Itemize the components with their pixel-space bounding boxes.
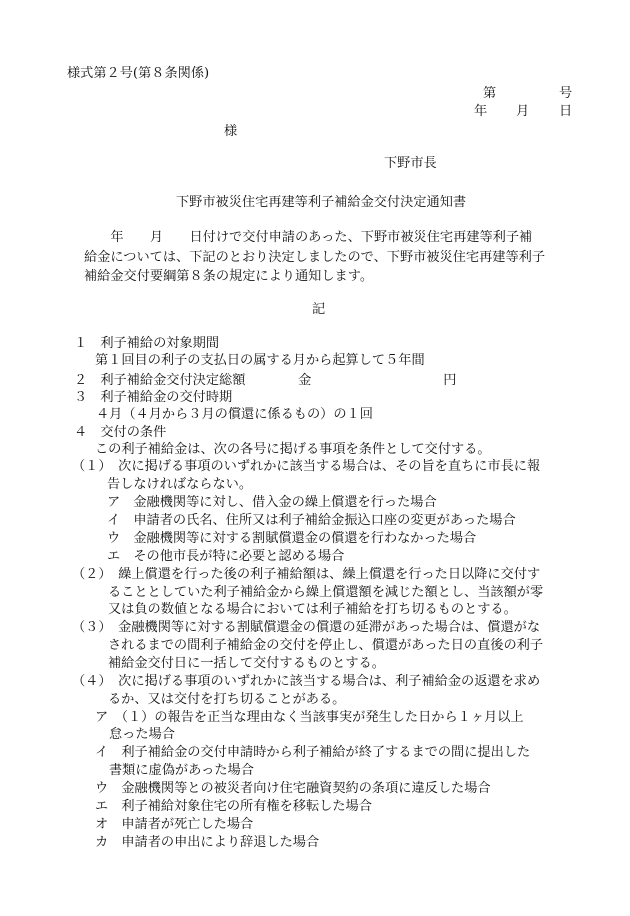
document-title: 下野市被災住宅再建等利子補給金交付決定通知書 xyxy=(176,195,467,210)
condition-line: （４） 次に掲げる事項のいずれかに該当する場合は、利子補給金の返還を求め xyxy=(72,674,541,689)
condition-line: イ 申請者の氏名、住所又は利子補給金振込口座の変更があった場合 xyxy=(107,513,516,528)
issuer: 下野市長 xyxy=(384,156,437,171)
condition-line: ウ 金融機関等との被災者向け住宅融資契約の条項に違反した場合 xyxy=(95,781,491,796)
condition-line: （３） 金融機関等に対する割賦償還金の償還の延滞があった場合は、償還がな xyxy=(72,620,541,635)
condition-line: ウ 金融機関等に対する割賦償還金の償還を行わなかった場合 xyxy=(107,531,477,546)
condition-line: ることとしていた利子補給金から繰上償還額を減じた額とし、当該額が零 xyxy=(108,585,544,600)
condition-line: （１） 次に掲げる事項のいずれかに該当する場合は、その旨を直ちに市長に報 xyxy=(72,459,541,474)
condition-line: 告しなければならない。 xyxy=(107,477,253,492)
condition-line: 第１回目の利子の支払日の属する月から起算して５年間 xyxy=(95,353,425,368)
condition-line: エ 利子補給対象住宅の所有権を移転した場合 xyxy=(95,799,372,814)
year-label: 年 xyxy=(474,104,488,119)
section-heading: ２ 利子補給金交付決定総額 金 円 xyxy=(74,373,457,388)
intro-line: 給金については、下記のとおり決定しましたので、下野市被災住宅再建等利子 xyxy=(84,250,546,265)
condition-line: 怠った場合 xyxy=(109,727,175,742)
condition-line: 補給金交付日に一括して交付するものとする。 xyxy=(108,656,385,671)
condition-line: イ 利子補給金の交付申請時から利子補給が終了するまでの間に提出した xyxy=(95,745,531,760)
section-heading: １ 利子補給の対象期間 xyxy=(74,336,220,351)
condition-line: ア （１）の報告を正当な理由なく当該事実が発生した日から１ヶ月以上 xyxy=(95,710,524,725)
section-heading: ４ 交付の条件 xyxy=(74,425,167,440)
condition-line: るか、又は交付を打ち切ることがある。 xyxy=(108,692,346,707)
condition-line: オ 申請者が死亡した場合 xyxy=(95,817,254,832)
ki-heading: 記 xyxy=(312,302,326,317)
number-label: 第 xyxy=(483,86,497,101)
condition-line: エ その他市長が特に必要と認める場合 xyxy=(107,549,345,564)
form-number: 様式第２号(第８条関係) xyxy=(67,66,210,81)
number-suffix: 号 xyxy=(559,86,573,101)
section-heading: ３ 利子補給金の交付時期 xyxy=(74,390,233,405)
intro-line: 年 月 日付けで交付申請のあった、下野市被災住宅再建等利子補 xyxy=(84,230,533,245)
condition-line: （２） 繰上償還を行った後の利子補給額は、繰上償還を行った日以降に交付す xyxy=(72,567,541,582)
condition-line: ア 金融機関等に対し、借入金の繰上償還を行った場合 xyxy=(107,495,437,510)
condition-line: この利子補給金は、次の各号に掲げる事項を条件として交付する。 xyxy=(95,442,491,457)
condition-line: 書類に虚偽があった場合 xyxy=(109,763,254,778)
addressee-suffix: 様 xyxy=(224,124,238,139)
month-label: 月 xyxy=(516,104,530,119)
day-label: 日 xyxy=(559,104,573,119)
condition-line: ４月（４月から３月の償還に係るもの）の１回 xyxy=(96,407,373,422)
condition-line: 又は負の数値となる場合においては利子補給を打ち切るものとする。 xyxy=(108,602,517,617)
intro-line: 補給金交付要綱第８条の規定により通知します。 xyxy=(84,269,374,284)
condition-line: カ 申請者の申出により辞退した場合 xyxy=(95,835,320,850)
condition-line: されるまでの間利子補給金の交付を停止し、償還があった日の直後の利子 xyxy=(108,638,544,653)
